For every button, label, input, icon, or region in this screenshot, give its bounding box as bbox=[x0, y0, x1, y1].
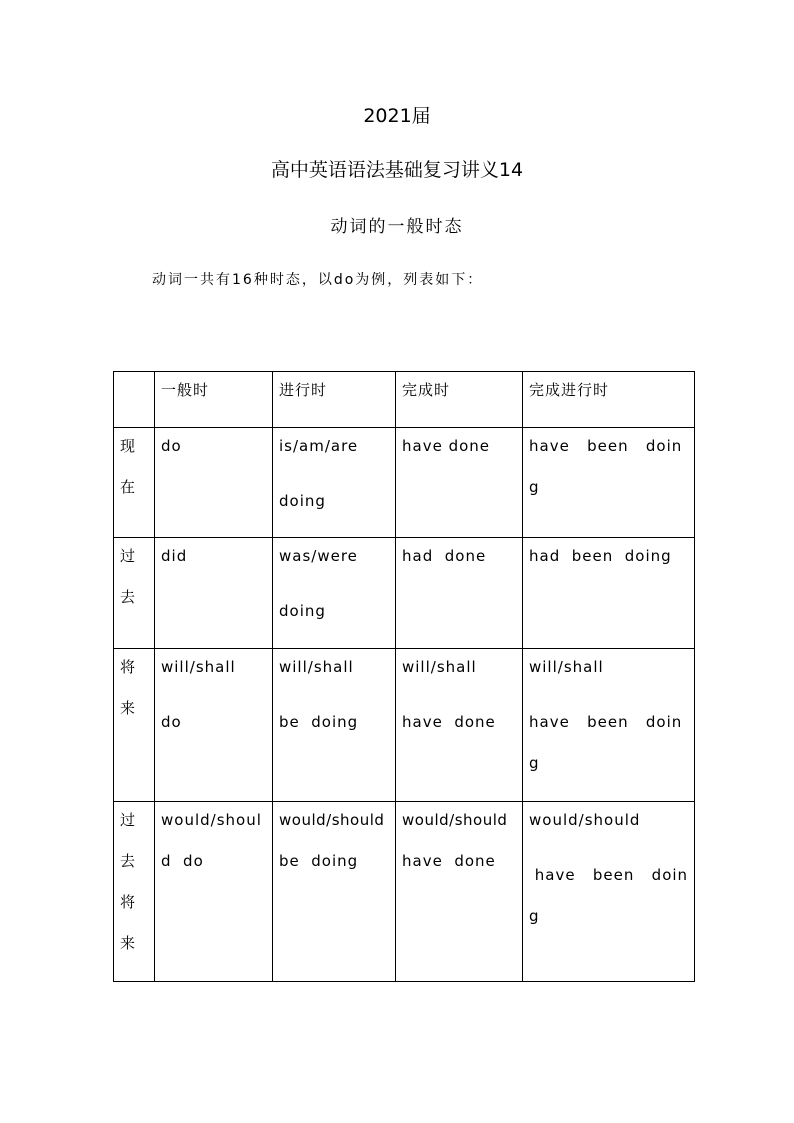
header-cell-perfect: 完成时 bbox=[396, 372, 523, 428]
header-cell-empty bbox=[114, 372, 155, 428]
document-title: 高中英语语法基础复习讲义14 bbox=[270, 159, 524, 181]
table-row-future bbox=[114, 649, 695, 802]
table-cell: would/should have been doin g bbox=[523, 802, 695, 982]
row-label-present: 现 在 bbox=[114, 428, 155, 538]
header-cell-simple: 一般时 bbox=[155, 372, 273, 428]
table-cell: was/were doing bbox=[273, 538, 396, 649]
table-row-present bbox=[114, 428, 695, 538]
table-cell: will/shall have done bbox=[396, 649, 523, 802]
header-cell-perfect-progressive: 完成进行时 bbox=[523, 372, 695, 428]
table-cell: did bbox=[155, 538, 273, 649]
table-cell: will/shall be doing bbox=[273, 649, 396, 802]
row-label-past-future: 过 去 将 来 bbox=[114, 802, 155, 982]
table-cell: have been doin g bbox=[523, 428, 695, 538]
table-cell: will/shall have been doin g bbox=[523, 649, 695, 802]
section-subtitle: 动词的一般时态 bbox=[330, 217, 464, 237]
header-cell-progressive: 进行时 bbox=[273, 372, 396, 428]
table-cell: had been doing bbox=[523, 538, 695, 649]
table-cell: is/am/are doing bbox=[273, 428, 396, 538]
row-label-future: 将 来 bbox=[114, 649, 155, 802]
table-cell: will/shall do bbox=[155, 649, 273, 802]
row-label-past: 过 去 bbox=[114, 538, 155, 649]
table-cell: would/should be doing bbox=[273, 802, 396, 982]
tense-table bbox=[113, 371, 695, 982]
table-row-past-future bbox=[114, 802, 695, 982]
table-cell: had done bbox=[396, 538, 523, 649]
table-cell: would/shoul d do bbox=[155, 802, 273, 982]
table-header-row bbox=[114, 372, 695, 428]
table-cell: would/should have done bbox=[396, 802, 523, 982]
table-cell: have done bbox=[396, 428, 523, 538]
intro-paragraph: 动词一共有16种时态，以do为例，列表如下： bbox=[152, 272, 484, 288]
table-row-past bbox=[114, 538, 695, 649]
document-year: 2021届 bbox=[363, 105, 431, 127]
table-cell: do bbox=[155, 428, 273, 538]
